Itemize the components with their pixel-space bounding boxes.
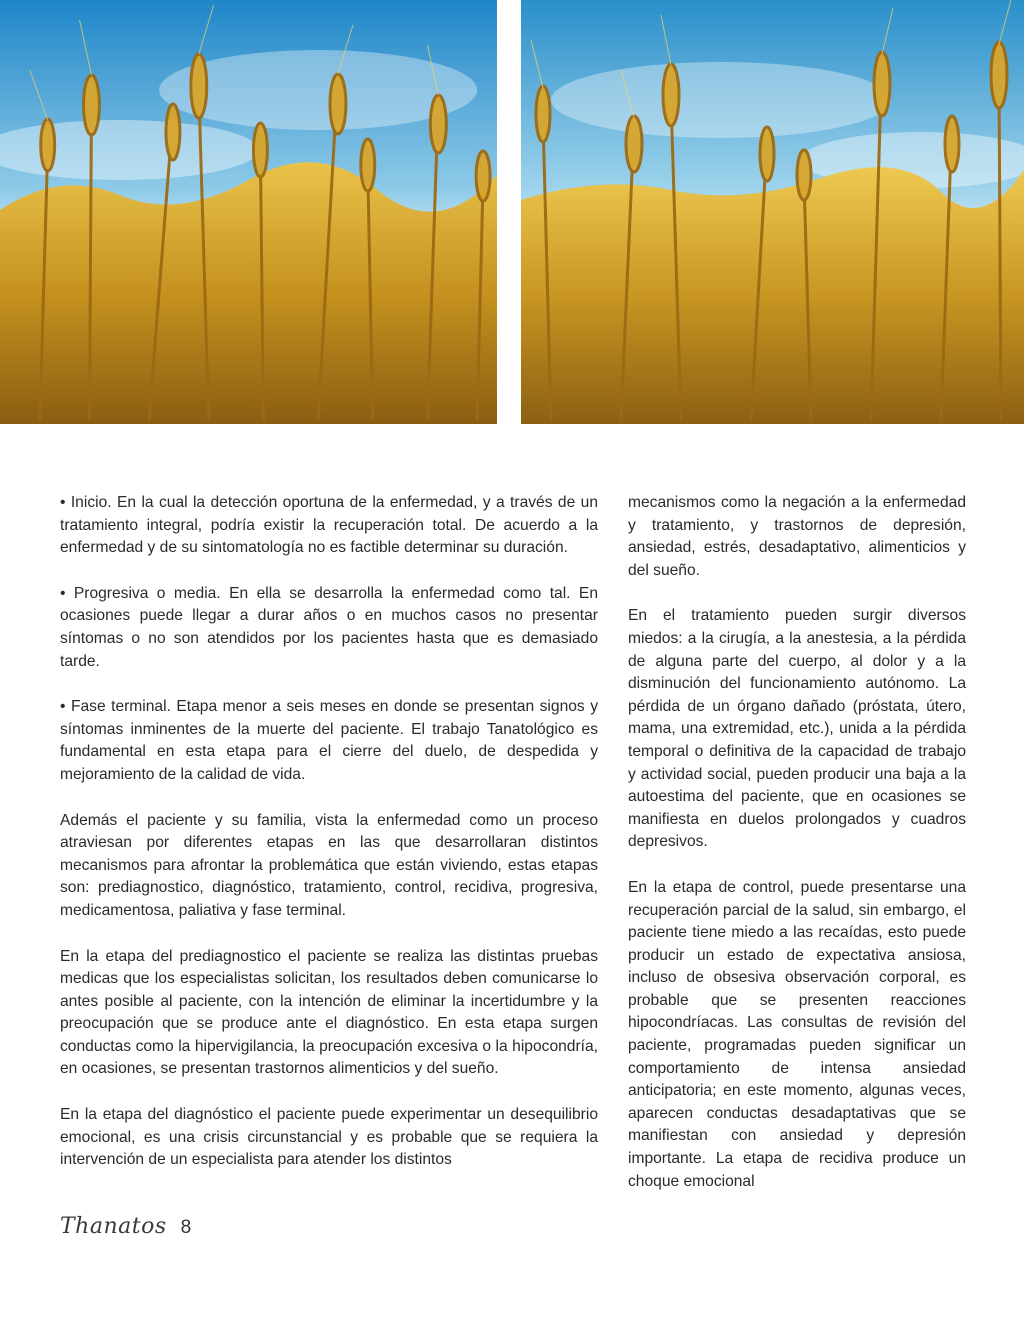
- paragraph: En la etapa del prediagnostico el paciente se realiza las distintas pruebas medicas que los especialistas solicitan, los resultados deben comunicarse lo antes posible al paciente, con la intención de eliminar la incertidumbre y la preocupación que se produce ante el diagnóstico. En esta etapa surgen conductas como la hipervigilancia, la preocupación excesiva o la hipocondría, en ocasiones, se presentan trastornos alimenticios y del sueño.: [60, 947, 598, 1078]
- page-footer: [60, 1214, 191, 1239]
- paragraph: En la etapa del diagnóstico el paciente puede experimentar un desequilibrio emocional, es una crisis circunstancial y es probable que se requiera la intervención de un especialista para atender los distintos: [60, 1106, 598, 1169]
- magazine-logo: Thanatos: [60, 1214, 167, 1239]
- wheat-field-photo-icon: [521, 0, 1024, 424]
- wheat-field-photo-icon: [0, 0, 497, 424]
- paragraph: En el tratamiento pueden surgir diversos miedos: a la cirugía, a la anestesia, a la pérdida de alguna parte del cuerpo, al dolor y a la disminución del funcionamiento autónomo. La pérdida de un órgano dañado (próstata, útero, mama, una extremidad, etc.), unida a la pérdida temporal o definitiva de la capacidad de trabajo y actividad social, pueden producir una baja a la autoestima del paciente, que en ocasiones se manifiesta en duelos prolongados y cuadros depresivos.: [628, 607, 966, 851]
- right-text-column: [628, 492, 966, 1193]
- paragraph: • Inicio. En la cual la detección oportuna de la enfermedad, y a través de un tratamiento integral, podría existir la recuperación total. De acuerdo a la enfermedad y de su sintomatología no es factible determinar su duración.: [60, 494, 598, 557]
- paragraph: mecanismos como la negación a la enfermedad y tratamiento, y trastornos de depresión, ansiedad, estrés, desadaptativo, alimenticios y del sueño.: [628, 494, 966, 579]
- paragraph: • Fase terminal. Etapa menor a seis meses en donde se presentan signos y síntomas inminentes de la muerte del paciente. El trabajo Tanatológico es fundamental en esta etapa para el cierre del duelo, de despedida y mejoramiento de la calidad de vida.: [60, 698, 598, 783]
- wheat-field-photo-right: [521, 0, 1024, 424]
- paragraph: • Progresiva o media. En ella se desarrolla la enfermedad como tal. En ocasiones puede llegar a durar años o en muchos casos no presentar síntomas o no son atendidos por los pacientes hasta que es demasiado tarde.: [60, 584, 598, 670]
- paragraph: Además el paciente y su familia, vista la enfermedad como un proceso atraviesan por diferentes etapas en las que desarrollaran distintos mecanismos para afrontar la problemática que están viviendo, estas etapas son: prediagnostico, diagnóstico, tratamiento, control, recidiva, progresiva, medicamentosa, paliativa y fase terminal.: [60, 811, 598, 919]
- page-number: 8: [180, 1217, 192, 1238]
- left-text-column: [60, 492, 598, 1172]
- paragraph: En la etapa de control, puede presentarse una recuperación parcial de la salud, sin embargo, el paciente tiene miedo a las recaídas, esto puede producir un estado de expectativa ansiosa, incluso de obsesiva observación corporal, es probable que se presenten reacciones hipocondríacas. Las consultas de revisión del paciente, programadas pueden significar un comportamiento de intensa ansiedad anticipatoria; en este momento, algunas veces, aparecen conductas desadaptativas que se manifiestan con ansiedad y depresión importante. La etapa de recidiva produce un choque emocional: [628, 878, 966, 1190]
- wheat-field-photo-left: [0, 0, 497, 424]
